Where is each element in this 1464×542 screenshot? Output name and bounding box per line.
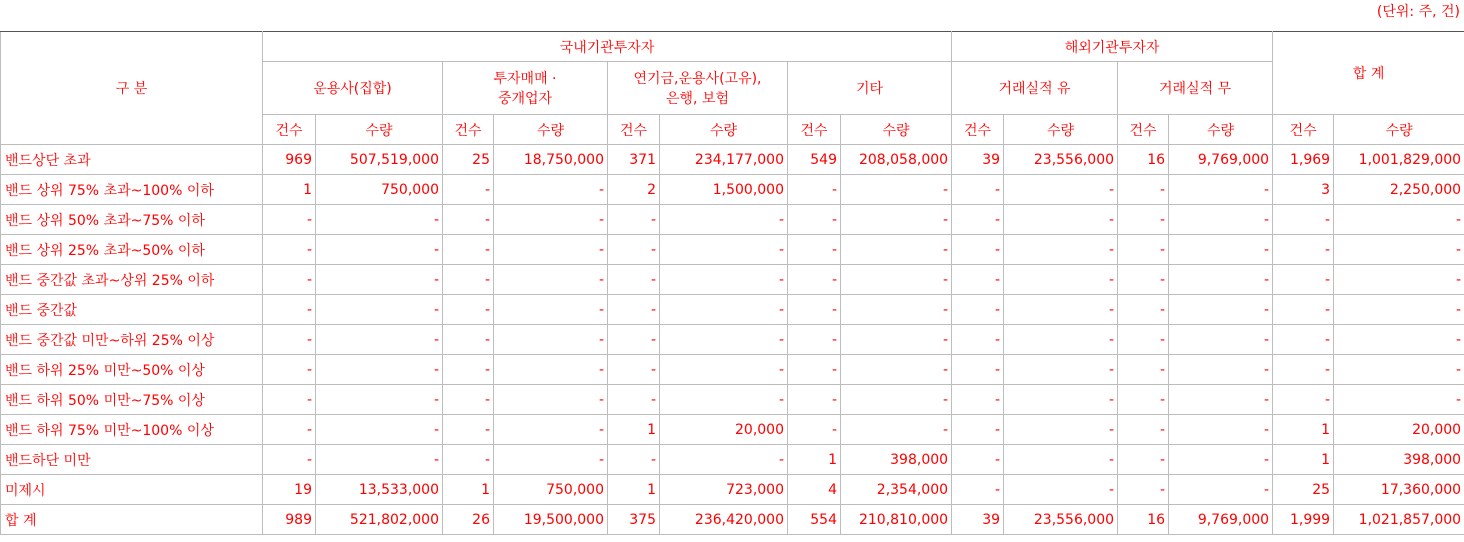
cell-qty: 1,500,000 [660, 175, 788, 205]
header-pension-line1: 연기금,운용사(고유), [633, 71, 762, 87]
cell-qty: - [316, 265, 443, 295]
row-label: 밴드 상위 50% 초과~75% 이하 [1, 205, 263, 235]
cell-qty: 13,533,000 [316, 475, 443, 505]
cell-count: - [952, 385, 1004, 415]
cell-qty: 9,769,000 [1169, 145, 1273, 175]
cell-count: - [952, 355, 1004, 385]
table-row [1, 175, 1464, 205]
subheader-qty: 수량 [660, 115, 788, 145]
cell-qty: - [660, 205, 788, 235]
header-domestic: 국내기관투자자 [263, 32, 952, 62]
cell-qty: - [494, 235, 608, 265]
cell-qty: 20,000 [1334, 415, 1464, 445]
cell-count: - [788, 355, 841, 385]
header-pension [608, 62, 788, 115]
cell-qty: - [841, 175, 952, 205]
cell-qty: - [1169, 235, 1273, 265]
cell-count: 1 [608, 475, 660, 505]
cell-count: - [788, 415, 841, 445]
cell-count: 16 [1118, 145, 1169, 175]
cell-count: 1,969 [1273, 145, 1334, 175]
cell-qty: - [660, 385, 788, 415]
cell-qty: - [1004, 355, 1118, 385]
cell-count: - [1118, 235, 1169, 265]
cell-qty: - [494, 385, 608, 415]
row-label: 밴드 중간값 미만~하위 25% 이상 [1, 325, 263, 355]
cell-count: 39 [952, 505, 1004, 535]
cell-qty: - [316, 415, 443, 445]
header-record-no: 거래실적 무 [1118, 62, 1273, 115]
cell-qty: - [660, 295, 788, 325]
cell-count: 1,999 [1273, 505, 1334, 535]
table-row [1, 355, 1464, 385]
cell-qty: 18,750,000 [494, 145, 608, 175]
table-row [1, 205, 1464, 235]
cell-count: - [952, 235, 1004, 265]
cell-qty: - [316, 445, 443, 475]
cell-count: - [443, 385, 494, 415]
cell-qty: 2,250,000 [1334, 175, 1464, 205]
cell-qty: - [1334, 355, 1464, 385]
cell-count: - [608, 265, 660, 295]
cell-qty: - [494, 175, 608, 205]
cell-qty: 23,556,000 [1004, 505, 1118, 535]
cell-count: - [1118, 415, 1169, 445]
cell-qty: - [660, 355, 788, 385]
cell-qty: - [1334, 205, 1464, 235]
cell-qty: - [1169, 265, 1273, 295]
cell-qty: - [1334, 235, 1464, 265]
cell-count: - [788, 235, 841, 265]
row-label: 밴드상단 초과 [1, 145, 263, 175]
cell-qty: - [494, 325, 608, 355]
cell-qty: 19,500,000 [494, 505, 608, 535]
subheader-qty: 수량 [316, 115, 443, 145]
cell-count: - [263, 415, 316, 445]
cell-count: - [443, 355, 494, 385]
cell-qty: - [494, 265, 608, 295]
cell-count: - [1118, 325, 1169, 355]
header-trading [443, 62, 608, 115]
cell-count: 1 [788, 445, 841, 475]
cell-count: 39 [952, 145, 1004, 175]
cell-count: - [1118, 265, 1169, 295]
cell-count: 26 [443, 505, 494, 535]
cell-qty: - [841, 385, 952, 415]
cell-count: - [263, 205, 316, 235]
header-pension-line2: 은행, 보험 [666, 91, 729, 107]
table-row [1, 445, 1464, 475]
cell-qty: - [316, 205, 443, 235]
cell-count: - [608, 355, 660, 385]
cell-qty: - [660, 325, 788, 355]
cell-count: - [263, 235, 316, 265]
cell-count: 19 [263, 475, 316, 505]
cell-count: - [952, 175, 1004, 205]
row-label: 합 계 [1, 505, 263, 535]
cell-count: - [263, 295, 316, 325]
cell-count: - [1273, 235, 1334, 265]
table-row [1, 325, 1464, 355]
unit-note: (단위: 주, 건) [1376, 4, 1460, 20]
cell-qty: - [1334, 265, 1464, 295]
cell-qty: - [841, 265, 952, 295]
subheader-count: 건수 [443, 115, 494, 145]
cell-count: 16 [1118, 505, 1169, 535]
cell-count: 549 [788, 145, 841, 175]
cell-count: - [608, 445, 660, 475]
cell-count: - [443, 205, 494, 235]
cell-qty: - [1169, 325, 1273, 355]
cell-count: - [443, 295, 494, 325]
cell-qty: - [1169, 445, 1273, 475]
cell-count: - [608, 385, 660, 415]
cell-qty: - [1004, 325, 1118, 355]
cell-count: - [1118, 445, 1169, 475]
cell-count: - [952, 205, 1004, 235]
cell-qty: - [1169, 415, 1273, 445]
row-label: 밴드 하위 25% 미만~50% 이상 [1, 355, 263, 385]
cell-count: 554 [788, 505, 841, 535]
cell-qty: 236,420,000 [660, 505, 788, 535]
cell-count: - [952, 445, 1004, 475]
header-total: 합 계 [1273, 32, 1464, 115]
cell-qty: - [1004, 175, 1118, 205]
row-label: 밴드 상위 75% 초과~100% 이하 [1, 175, 263, 205]
cell-qty: - [841, 205, 952, 235]
cell-qty: - [841, 355, 952, 385]
cell-count: - [608, 205, 660, 235]
row-label: 밴드 하위 50% 미만~75% 이상 [1, 385, 263, 415]
table-row [1, 505, 1464, 535]
table-row [1, 415, 1464, 445]
cell-qty: 1,021,857,000 [1334, 505, 1464, 535]
subheader-count: 건수 [263, 115, 316, 145]
subheader-count: 건수 [1273, 115, 1334, 145]
cell-qty: 398,000 [1334, 445, 1464, 475]
cell-count: - [788, 325, 841, 355]
cell-qty: 23,556,000 [1004, 145, 1118, 175]
cell-count: - [263, 265, 316, 295]
table-row [1, 145, 1464, 175]
cell-qty: - [1334, 295, 1464, 325]
cell-qty: - [316, 235, 443, 265]
header-trading-line1: 투자매매 · [493, 71, 557, 87]
cell-qty: - [1334, 325, 1464, 355]
cell-qty: 17,360,000 [1334, 475, 1464, 505]
cell-count: - [263, 445, 316, 475]
cell-qty: 208,058,000 [841, 145, 952, 175]
cell-qty: - [1334, 385, 1464, 415]
cell-count: - [1273, 385, 1334, 415]
row-label: 미제시 [1, 475, 263, 505]
cell-count: 1 [443, 475, 494, 505]
subheader-qty: 수량 [494, 115, 608, 145]
cell-count: - [443, 325, 494, 355]
cell-qty: - [316, 295, 443, 325]
header-asset-mgmt: 운용사(집합) [263, 62, 443, 115]
table-row [1, 235, 1464, 265]
cell-qty: - [1169, 175, 1273, 205]
cell-count: 1 [263, 175, 316, 205]
cell-qty: - [316, 355, 443, 385]
cell-qty: 9,769,000 [1169, 505, 1273, 535]
header-other: 기타 [788, 62, 952, 115]
cell-count: - [952, 265, 1004, 295]
cell-count: - [788, 295, 841, 325]
table-row [1, 265, 1464, 295]
cell-count: 25 [1273, 475, 1334, 505]
cell-count: - [263, 385, 316, 415]
cell-qty: - [1169, 475, 1273, 505]
row-label: 밴드 중간값 초과~상위 25% 이하 [1, 265, 263, 295]
row-label: 밴드 하위 75% 미만~100% 이상 [1, 415, 263, 445]
cell-count: - [1118, 475, 1169, 505]
cell-qty: - [494, 295, 608, 325]
cell-qty: - [1004, 235, 1118, 265]
cell-qty: - [841, 295, 952, 325]
cell-count: - [608, 235, 660, 265]
cell-count: - [1118, 355, 1169, 385]
row-label: 밴드 중간값 [1, 295, 263, 325]
cell-qty: - [660, 265, 788, 295]
cell-count: - [263, 355, 316, 385]
cell-count: - [1118, 385, 1169, 415]
subheader-count: 건수 [608, 115, 660, 145]
cell-qty: 1,001,829,000 [1334, 145, 1464, 175]
subheader-qty: 수량 [1169, 115, 1273, 145]
cell-qty: - [494, 355, 608, 385]
cell-count: - [1273, 205, 1334, 235]
header-category: 구 분 [1, 32, 263, 145]
cell-count: - [788, 265, 841, 295]
cell-qty: - [1004, 205, 1118, 235]
cell-qty: - [1004, 475, 1118, 505]
cell-qty: 2,354,000 [841, 475, 952, 505]
cell-qty: 521,802,000 [316, 505, 443, 535]
cell-qty: - [1004, 265, 1118, 295]
cell-qty: - [1169, 355, 1273, 385]
cell-count: - [952, 475, 1004, 505]
cell-count: 1 [1273, 415, 1334, 445]
table-row [1, 385, 1464, 415]
cell-qty: - [1169, 385, 1273, 415]
header-trading-line2: 중개업자 [497, 91, 553, 107]
subheader-qty: 수량 [1004, 115, 1118, 145]
cell-qty: - [316, 385, 443, 415]
cell-qty: - [660, 235, 788, 265]
cell-qty: - [494, 445, 608, 475]
subheader-qty: 수량 [1334, 115, 1464, 145]
cell-count: - [443, 235, 494, 265]
row-label: 밴드하단 미만 [1, 445, 263, 475]
cell-count: 371 [608, 145, 660, 175]
header-record-yes: 거래실적 유 [952, 62, 1118, 115]
cell-count: - [263, 325, 316, 355]
cell-qty: - [841, 325, 952, 355]
cell-qty: 234,177,000 [660, 145, 788, 175]
cell-count: - [1273, 295, 1334, 325]
cell-count: 989 [263, 505, 316, 535]
cell-count: - [1273, 325, 1334, 355]
cell-qty: - [841, 415, 952, 445]
cell-qty: 723,000 [660, 475, 788, 505]
subheader-count: 건수 [788, 115, 841, 145]
cell-qty: - [1004, 415, 1118, 445]
cell-count: - [443, 265, 494, 295]
cell-count: - [1273, 355, 1334, 385]
cell-qty: 507,519,000 [316, 145, 443, 175]
cell-count: 4 [788, 475, 841, 505]
cell-count: 1 [608, 415, 660, 445]
cell-count: - [608, 325, 660, 355]
header-foreign: 해외기관투자자 [952, 32, 1273, 62]
cell-count: 3 [1273, 175, 1334, 205]
cell-qty: - [494, 205, 608, 235]
subheader-qty: 수량 [841, 115, 952, 145]
cell-count: 969 [263, 145, 316, 175]
cell-qty: - [1169, 295, 1273, 325]
cell-qty: 210,810,000 [841, 505, 952, 535]
cell-count: - [952, 325, 1004, 355]
cell-count: 1 [1273, 445, 1334, 475]
cell-count: 375 [608, 505, 660, 535]
cell-count: - [952, 415, 1004, 445]
cell-qty: 398,000 [841, 445, 952, 475]
cell-qty: 750,000 [494, 475, 608, 505]
cell-count: - [1273, 265, 1334, 295]
subheader-count: 건수 [1118, 115, 1169, 145]
cell-count: - [1118, 175, 1169, 205]
table-row [1, 475, 1464, 505]
cell-count: - [788, 385, 841, 415]
cell-qty: - [660, 445, 788, 475]
cell-count: - [952, 295, 1004, 325]
cell-qty: - [494, 415, 608, 445]
subheader-count: 건수 [952, 115, 1004, 145]
cell-qty: - [1004, 295, 1118, 325]
cell-count: - [443, 445, 494, 475]
cell-count: - [1118, 295, 1169, 325]
cell-count: 2 [608, 175, 660, 205]
cell-count: - [788, 175, 841, 205]
cell-qty: - [1004, 445, 1118, 475]
cell-count: - [608, 295, 660, 325]
cell-count: - [788, 205, 841, 235]
cell-count: - [443, 175, 494, 205]
cell-count: - [443, 415, 494, 445]
row-label: 밴드 상위 25% 초과~50% 이하 [1, 235, 263, 265]
cell-qty: - [1169, 205, 1273, 235]
cell-qty: - [841, 235, 952, 265]
cell-qty: - [316, 325, 443, 355]
table-row [1, 295, 1464, 325]
cell-qty: 20,000 [660, 415, 788, 445]
cell-qty: - [1004, 385, 1118, 415]
demand-forecast-table [0, 31, 1464, 535]
cell-count: 25 [443, 145, 494, 175]
cell-qty: 750,000 [316, 175, 443, 205]
cell-count: - [1118, 205, 1169, 235]
